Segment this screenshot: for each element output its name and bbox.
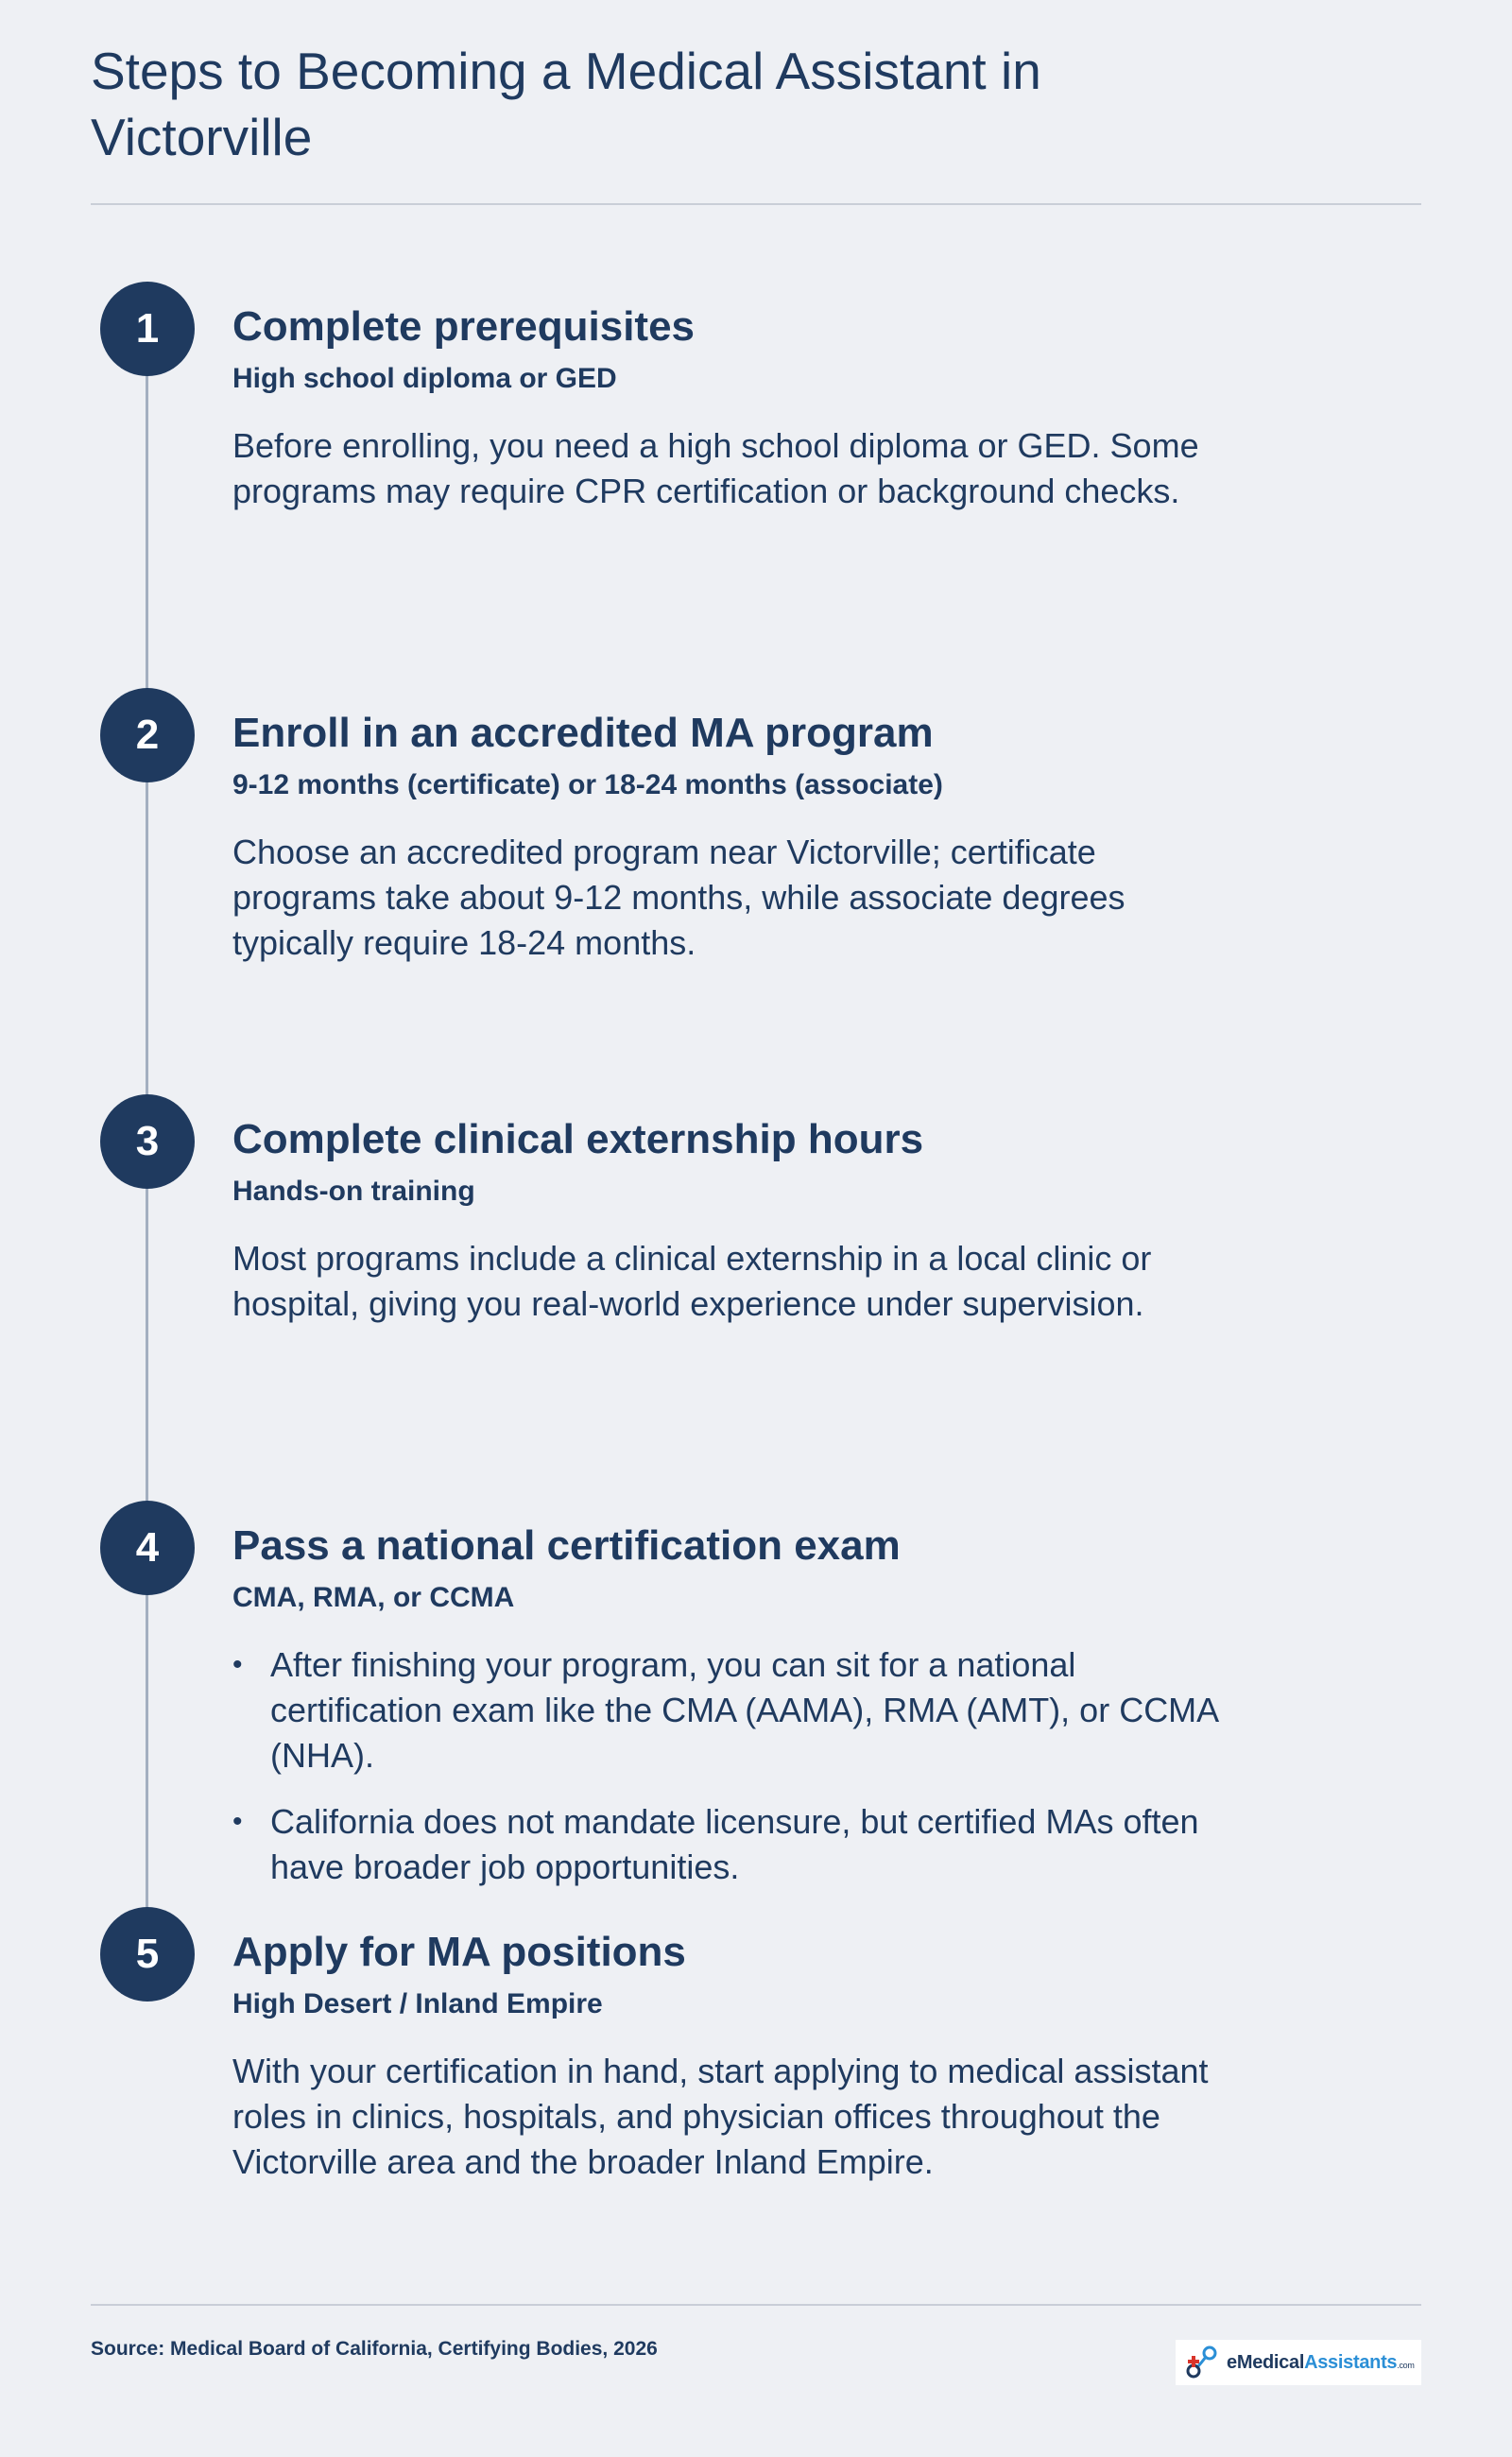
step-number-badge: 4: [100, 1501, 195, 1595]
header-divider: [91, 203, 1421, 205]
step-number-badge: 1: [100, 282, 195, 376]
step-subtitle: Hands-on training: [232, 1176, 475, 1207]
step-content: [232, 1521, 1234, 1911]
step-title: Apply for MA positions: [232, 1929, 686, 1975]
step-description: Before enrolling, you need a high school diploma or GED. Some programs may require CPR certification or background checks.: [232, 426, 1199, 510]
step-description: Most programs include a clinical externship in a local clinic or hospital, giving you real-world experience under supervision.: [232, 1239, 1152, 1323]
list-item: [232, 1642, 1225, 1778]
step-subtitle: 9-12 months (certificate) or 18-24 months (associate): [232, 769, 943, 800]
step-content: [232, 709, 1234, 966]
step-subtitle: CMA, RMA, or CCMA: [232, 1582, 515, 1613]
bullet-text: California does not mandate licensure, but certified MAs often have broader job opportunities.: [270, 1802, 1199, 1886]
step-subtitle: High school diploma or GED: [232, 363, 617, 394]
page-title: Steps to Becoming a Medical Assistant in Victorville: [91, 42, 1041, 166]
step-description: With your certification in hand, start applying to medical assistant roles in clinics, hospitals, and physician offices throughout the Victorville area and the broader Inland Empire.: [232, 2052, 1209, 2181]
step-title: Pass a national certification exam: [232, 1522, 901, 1569]
step-title: Enroll in an accredited MA program: [232, 710, 934, 756]
step-subtitle: High Desert / Inland Empire: [232, 1988, 603, 2019]
step-content: [232, 1115, 1234, 1327]
step-content: [232, 1928, 1234, 2185]
footer-divider: [91, 2304, 1421, 2306]
bullet-dot: •: [232, 1806, 243, 1837]
step-number-badge: 3: [100, 1094, 195, 1189]
step-bullet-list: [232, 1642, 1225, 1890]
brand-logo: [1176, 2340, 1421, 2385]
step-title: Complete prerequisites: [232, 303, 696, 350]
source-citation: Source: Medical Board of California, Certifying Bodies, 2026: [91, 2338, 658, 2360]
bullet-text: After finishing your program, you can sit for a national certification exam like the CMA (AAMA), RMA (AMT), or CCMA (NHA).: [270, 1645, 1218, 1775]
step-number-badge: 2: [100, 688, 195, 782]
step-number-badge: 5: [100, 1907, 195, 2002]
step-content: [232, 302, 1234, 514]
bullet-dot: •: [232, 1649, 243, 1680]
stethoscope-icon: [1183, 2344, 1221, 2381]
logo-wordmark: eMedicalAssistants.com: [1227, 2351, 1415, 2373]
step-description: Choose an accredited program near Victorville; certificate programs take about 9-12 months, while associate degrees typically require 18-24 months.: [232, 833, 1125, 962]
step-title: Complete clinical externship hours: [232, 1116, 924, 1162]
list-item: [232, 1799, 1225, 1890]
